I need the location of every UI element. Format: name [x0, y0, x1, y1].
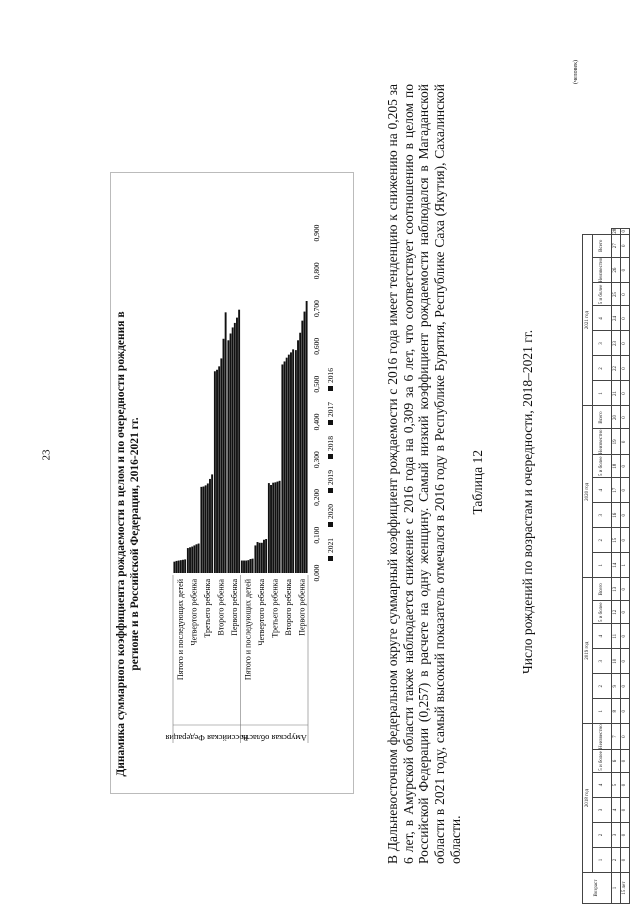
legend-swatch	[328, 420, 333, 425]
table-cell: 6	[612, 750, 621, 773]
table-cell: 0	[621, 429, 630, 455]
category-label: Первого ребенка	[297, 579, 307, 636]
table-cell: 0	[621, 649, 630, 674]
legend-swatch	[328, 522, 333, 527]
x-tick-label: 0,300	[312, 451, 321, 469]
table-cell: 0	[621, 257, 630, 283]
bar	[254, 545, 256, 573]
table-row	[612, 228, 621, 903]
bar	[203, 486, 205, 573]
table-subheader-row	[593, 228, 612, 903]
bar	[299, 333, 301, 573]
bar	[234, 323, 236, 573]
bar	[209, 479, 211, 573]
table-cell: 27	[612, 234, 621, 257]
table-cell: 0	[621, 478, 630, 503]
legend-label: 2020	[326, 504, 335, 519]
bar	[193, 545, 195, 573]
bar	[207, 483, 209, 573]
bar	[252, 559, 254, 573]
bar	[304, 312, 306, 573]
subheader-cell: 4	[593, 306, 612, 331]
x-tick-label: 0,200	[312, 489, 321, 506]
group-label: Российская Федерация	[165, 733, 249, 743]
bar	[268, 483, 270, 573]
subheader-cell: 5 и более	[593, 455, 612, 478]
table-cell: 0	[621, 283, 630, 306]
subheader-cell: Неизвестно	[593, 429, 612, 455]
subheader-cell: 2	[593, 674, 612, 699]
table-cell: 0	[621, 306, 630, 331]
table-cell: 0	[621, 455, 630, 478]
bar	[198, 544, 200, 573]
bar	[230, 333, 232, 573]
chart-frame	[110, 172, 354, 794]
category-label: Пятого и последующих детей	[175, 579, 185, 681]
bar	[216, 370, 218, 573]
bar	[232, 327, 234, 573]
table-cell: 16	[612, 503, 621, 528]
category-label: Третьего ребенка	[202, 579, 212, 638]
bar	[261, 543, 263, 573]
table-cell: 8	[612, 699, 621, 724]
table-cell: 13	[612, 578, 621, 601]
table-cell: 11	[612, 624, 621, 649]
table-cell: 10	[612, 649, 621, 674]
age-cell: 1	[612, 873, 621, 904]
legend-swatch	[328, 556, 333, 561]
legend-swatch	[328, 488, 333, 493]
table-title: Число рождений по возрастам и очередности, 2018–2021 гг.	[520, 329, 535, 674]
table-cell: 5	[612, 773, 621, 798]
bar	[265, 539, 267, 573]
bar	[279, 481, 281, 573]
x-tick-label: 0,800	[312, 262, 321, 280]
table-cell: 12	[612, 601, 621, 624]
table-cell: 21	[612, 381, 621, 406]
subheader-cell: Всего	[593, 234, 612, 257]
bar	[189, 547, 191, 573]
bar	[288, 355, 290, 573]
age-header: Возраст	[583, 873, 612, 904]
category-label: Третьего ребенка	[270, 579, 280, 638]
group-label: Амурская область	[241, 733, 307, 743]
table-cell: 18	[612, 455, 621, 478]
table-row	[621, 228, 630, 903]
table-cell: 0	[621, 381, 630, 406]
bar	[218, 366, 220, 573]
category-label: Четвертого ребенка	[189, 579, 199, 646]
table-cell: 0	[621, 823, 630, 848]
bar	[292, 349, 294, 573]
table-cell: 15	[612, 528, 621, 553]
bar	[196, 544, 198, 573]
x-tick-label: 0,000	[312, 564, 321, 582]
table-cell: 20	[612, 406, 621, 429]
table-cell: 4	[612, 798, 621, 823]
bar	[284, 361, 286, 573]
table-cell: 2	[612, 848, 621, 873]
subheader-cell: 3	[593, 649, 612, 674]
bar	[227, 340, 229, 573]
bar	[257, 542, 259, 573]
bar	[243, 561, 245, 573]
subheader-cell: 1	[593, 848, 612, 873]
table-cell: 22	[612, 356, 621, 381]
bar	[290, 352, 292, 573]
table-cell: 0	[621, 624, 630, 649]
subheader-cell: 2	[593, 823, 612, 848]
table-cell: 28	[612, 228, 621, 234]
bar	[184, 559, 186, 573]
legend-label: 2018	[326, 436, 335, 451]
bar	[241, 561, 243, 573]
table-cell: 0	[621, 356, 630, 381]
category-label: Первого ребенка	[229, 579, 239, 636]
subheader-cell: Неизвестно	[593, 257, 612, 283]
legend-label: 2019	[326, 470, 335, 485]
table-cell: 17	[612, 478, 621, 503]
body-paragraph: В Дальневосточном федеральном округе суммарный коэффициент рождаемости с 2016 года имеет тенденцию к снижению на 0,205 за 6 лет, в Амурской области также наблюдается снижение с 2016 года на 0,309 за 6 лет, что соответствует соотношению в целом по Российской Федерации (0,257) в расчете на одну женщину. Самый низкий коэффициент рождаемости наблюдался в Магаданской области в 2021 году, самый высокий показатель отмечался в 2016 году в Республике Бурятия, Республике Саха (Якутия), Сахалинской области.	[385, 84, 463, 864]
subheader-cell: 5 и более	[593, 283, 612, 306]
table-cell: 0	[621, 578, 630, 601]
subheader-cell: Всего	[593, 406, 612, 429]
bar	[238, 310, 240, 573]
bar	[250, 559, 252, 573]
table-caption: Таблица 12	[470, 450, 485, 515]
legend-label: 2017	[326, 402, 335, 417]
subheader-cell: 3	[593, 798, 612, 823]
bar	[180, 560, 182, 573]
table-cell: 0	[621, 798, 630, 823]
table-cell: 0	[621, 228, 630, 234]
table-cell: 23	[612, 331, 621, 356]
bar	[301, 321, 303, 573]
subheader-cell: 4	[593, 773, 612, 798]
bar	[274, 482, 276, 573]
subheader-cell: 4	[593, 478, 612, 503]
bar	[297, 340, 299, 573]
births-table	[582, 228, 630, 904]
subheader-cell: 3	[593, 503, 612, 528]
table-cell: 0	[621, 503, 630, 528]
subheader-cell: 3	[593, 331, 612, 356]
subheader-cell: 1	[593, 553, 612, 578]
bar	[236, 318, 238, 573]
table-cell: 0	[621, 601, 630, 624]
bar	[259, 543, 261, 573]
subheader-cell: 2	[593, 356, 612, 381]
x-tick-label: 0,500	[312, 375, 321, 393]
bar	[200, 487, 202, 573]
bar	[286, 358, 288, 573]
chart-title: Динамика суммарного коэффициента рождаемости в целом и по очередности рождения в регионе и в Российской Федерации, 2016-2021 гг.	[115, 311, 141, 777]
bar	[263, 540, 265, 573]
subheader-cell: 5 и более	[593, 601, 612, 624]
table-cell: 3	[612, 823, 621, 848]
table-cell: 0	[621, 406, 630, 429]
legend-label: 2016	[326, 368, 335, 383]
subheader-cell: 5 и более	[593, 750, 612, 773]
bar	[173, 562, 175, 573]
bar	[214, 371, 216, 573]
page-number: 23	[40, 449, 53, 461]
bar	[223, 339, 225, 573]
bar	[295, 350, 297, 573]
bar-chart	[111, 173, 353, 793]
bar	[247, 560, 249, 573]
bar	[178, 561, 180, 573]
x-tick-label: 0,900	[312, 224, 321, 242]
table-cell: 0	[621, 724, 630, 750]
table-cell: 26	[612, 257, 621, 283]
bar	[306, 301, 308, 573]
bar	[211, 474, 213, 573]
subheader-cell: 2	[593, 528, 612, 553]
subheader-cell: 4	[593, 624, 612, 649]
bar	[182, 560, 184, 573]
year-header: 2018 год	[583, 724, 593, 873]
x-tick-label: 0,400	[312, 413, 321, 431]
table-cell: 14	[612, 553, 621, 578]
subheader-cell: 1	[593, 381, 612, 406]
legend-label: 2021	[326, 538, 335, 553]
table-cell: 0	[621, 528, 630, 553]
age-cell: 15 лет	[621, 873, 630, 904]
subheader-cell: 1	[593, 699, 612, 724]
x-tick-label: 0,100	[312, 526, 321, 544]
table-cell: 0	[621, 773, 630, 798]
table-cell: 0	[621, 848, 630, 873]
table-cell: 0	[621, 331, 630, 356]
x-tick-label: 0,600	[312, 337, 321, 355]
table-cell: 0	[621, 750, 630, 773]
year-header: 2021 год	[583, 234, 593, 406]
x-tick-label: 0,700	[312, 300, 321, 317]
table-cell: 1	[621, 553, 630, 578]
unit-label: (человек)	[573, 59, 579, 84]
bar	[272, 483, 274, 573]
year-header: 2020 год	[583, 406, 593, 578]
bar	[281, 364, 283, 573]
table-cell: 0	[621, 699, 630, 724]
table-cell: 0	[621, 674, 630, 699]
year-header: 2019 год	[583, 578, 593, 724]
table-cell: 9	[612, 674, 621, 699]
table-cell: 24	[612, 306, 621, 331]
bar	[245, 561, 247, 573]
bar	[225, 312, 227, 573]
subheader-cell: Неизвестно	[593, 724, 612, 750]
category-label: Четвертого ребенка	[256, 579, 266, 646]
table-cell: 19	[612, 429, 621, 455]
category-label: Пятого и последующих детей	[243, 579, 253, 681]
bar	[270, 485, 272, 573]
category-label: Второго ребенка	[283, 579, 293, 636]
bar	[191, 547, 193, 573]
table-header-row	[583, 228, 593, 903]
table-cell: 25	[612, 283, 621, 306]
subheader-cell: Всего	[593, 578, 612, 601]
bar	[187, 548, 189, 573]
legend-swatch	[328, 454, 333, 459]
bar	[176, 561, 178, 573]
legend-swatch	[328, 386, 333, 391]
category-label: Второго ребенка	[216, 579, 226, 636]
table-cell: 7	[612, 724, 621, 750]
bar	[220, 358, 222, 573]
bar	[277, 482, 279, 573]
table-cell: 0	[621, 234, 630, 257]
bar	[205, 485, 207, 573]
